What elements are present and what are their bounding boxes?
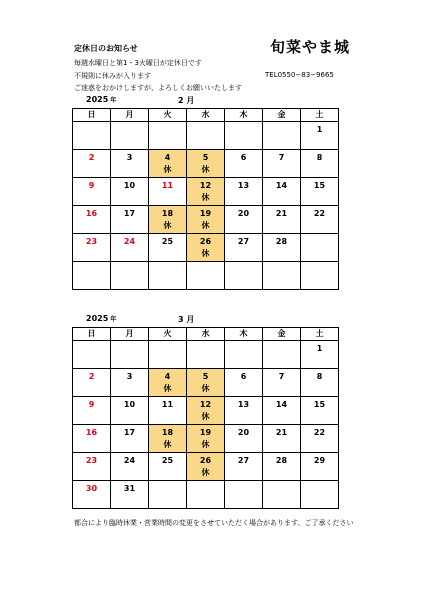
week-row bbox=[73, 178, 339, 206]
week-row bbox=[73, 234, 339, 262]
weekday-header: 金 bbox=[263, 109, 301, 122]
day-number: 4 bbox=[164, 372, 171, 381]
year-unit: 年 bbox=[110, 97, 117, 104]
week-row bbox=[73, 481, 339, 509]
day-cell bbox=[149, 369, 187, 397]
day-cell bbox=[73, 150, 111, 178]
day-number: 22 bbox=[313, 209, 326, 218]
weekday-header: 水 bbox=[187, 328, 225, 341]
day-number: 20 bbox=[237, 209, 250, 218]
year-value: 2025 bbox=[86, 314, 109, 323]
day-cell bbox=[225, 453, 263, 481]
closed-day-mark: 休 bbox=[201, 412, 210, 421]
day-number: 14 bbox=[275, 400, 288, 409]
weekday-header: 火 bbox=[149, 109, 187, 122]
day-number: 12 bbox=[199, 181, 212, 190]
empty-day-cell bbox=[301, 481, 339, 509]
day-cell bbox=[263, 369, 301, 397]
day-cell bbox=[301, 341, 339, 369]
week-row bbox=[73, 262, 339, 290]
day-cell bbox=[149, 397, 187, 425]
day-number: 15 bbox=[313, 400, 326, 409]
day-number: 14 bbox=[275, 181, 288, 190]
closed-day-mark: 休 bbox=[163, 165, 172, 174]
day-number: 9 bbox=[88, 181, 95, 190]
day-number: 12 bbox=[199, 400, 212, 409]
day-cell bbox=[73, 206, 111, 234]
week-row bbox=[73, 122, 339, 150]
empty-day-cell bbox=[111, 262, 149, 290]
empty-day-cell bbox=[111, 341, 149, 369]
day-number: 2 bbox=[88, 372, 95, 381]
day-number: 1 bbox=[316, 344, 323, 353]
day-number: 28 bbox=[275, 456, 288, 465]
shop-logo-text: 旬菜やま城 bbox=[270, 38, 351, 56]
weekday-header: 水 bbox=[187, 109, 225, 122]
day-number: 6 bbox=[240, 153, 247, 162]
weekday-header: 日 bbox=[73, 109, 111, 122]
day-number: 21 bbox=[275, 209, 288, 218]
day-number: 17 bbox=[123, 209, 136, 218]
closed-day-mark: 休 bbox=[201, 384, 210, 393]
empty-day-cell bbox=[149, 481, 187, 509]
day-cell bbox=[187, 369, 225, 397]
empty-day-cell bbox=[263, 341, 301, 369]
day-number: 5 bbox=[202, 153, 209, 162]
day-number: 19 bbox=[199, 428, 212, 437]
day-cell bbox=[301, 397, 339, 425]
weekday-header: 日 bbox=[73, 328, 111, 341]
day-number: 31 bbox=[123, 484, 136, 493]
empty-day-cell bbox=[225, 262, 263, 290]
notice-line-3: ご迷惑をおかけしますが、よろしくお願いいたします bbox=[74, 84, 242, 92]
empty-day-cell bbox=[73, 122, 111, 150]
day-cell bbox=[301, 453, 339, 481]
day-cell bbox=[263, 234, 301, 262]
day-cell bbox=[225, 178, 263, 206]
day-cell bbox=[111, 206, 149, 234]
day-cell bbox=[187, 178, 225, 206]
day-cell bbox=[301, 122, 339, 150]
day-number: 24 bbox=[123, 456, 136, 465]
day-number: 15 bbox=[313, 181, 326, 190]
day-number: 16 bbox=[85, 209, 98, 218]
day-number: 18 bbox=[161, 209, 174, 218]
day-cell bbox=[301, 369, 339, 397]
empty-day-cell bbox=[225, 122, 263, 150]
month-label-feb: 2 月 bbox=[178, 96, 195, 105]
notice-title: 定休日のお知らせ bbox=[74, 44, 138, 53]
day-number: 1 bbox=[316, 125, 323, 134]
day-cell bbox=[111, 481, 149, 509]
day-cell bbox=[225, 369, 263, 397]
day-cell bbox=[111, 369, 149, 397]
year-unit: 年 bbox=[110, 316, 117, 323]
day-cell bbox=[263, 178, 301, 206]
weekday-header: 火 bbox=[149, 328, 187, 341]
empty-day-cell bbox=[149, 341, 187, 369]
day-cell bbox=[225, 206, 263, 234]
day-cell bbox=[301, 206, 339, 234]
day-cell bbox=[225, 397, 263, 425]
day-number: 25 bbox=[161, 237, 174, 246]
empty-day-cell bbox=[187, 262, 225, 290]
day-cell bbox=[149, 425, 187, 453]
day-number: 5 bbox=[202, 372, 209, 381]
weekday-header-row bbox=[73, 109, 339, 122]
day-number: 7 bbox=[278, 153, 285, 162]
day-cell bbox=[225, 150, 263, 178]
closed-day-mark: 休 bbox=[201, 249, 210, 258]
day-number: 26 bbox=[199, 237, 212, 246]
calendar-february bbox=[72, 108, 339, 290]
day-cell bbox=[263, 453, 301, 481]
day-number: 17 bbox=[123, 428, 136, 437]
day-cell bbox=[73, 369, 111, 397]
day-cell bbox=[111, 397, 149, 425]
year-value: 2025 bbox=[86, 95, 109, 104]
week-row bbox=[73, 425, 339, 453]
weekday-header: 月 bbox=[111, 328, 149, 341]
empty-day-cell bbox=[263, 122, 301, 150]
phone-number: TEL0550−83−9665 bbox=[265, 71, 334, 79]
empty-day-cell bbox=[111, 122, 149, 150]
day-number: 25 bbox=[161, 456, 174, 465]
calendar-march bbox=[72, 327, 339, 509]
notice-line-1: 毎週水曜日と第1・3火曜日が定休日です bbox=[74, 59, 202, 67]
day-number: 21 bbox=[275, 428, 288, 437]
day-cell bbox=[301, 178, 339, 206]
empty-day-cell bbox=[301, 234, 339, 262]
day-cell bbox=[149, 234, 187, 262]
day-cell bbox=[73, 481, 111, 509]
week-row bbox=[73, 397, 339, 425]
weekday-header: 木 bbox=[225, 328, 263, 341]
week-row bbox=[73, 206, 339, 234]
weekday-header: 土 bbox=[301, 109, 339, 122]
day-number: 7 bbox=[278, 372, 285, 381]
day-cell bbox=[149, 150, 187, 178]
empty-day-cell bbox=[263, 481, 301, 509]
day-number: 8 bbox=[316, 372, 323, 381]
day-cell bbox=[111, 234, 149, 262]
empty-day-cell bbox=[187, 481, 225, 509]
day-cell bbox=[149, 178, 187, 206]
day-number: 26 bbox=[199, 456, 212, 465]
day-cell bbox=[73, 234, 111, 262]
day-number: 2 bbox=[88, 153, 95, 162]
day-number: 27 bbox=[237, 456, 250, 465]
empty-day-cell bbox=[149, 262, 187, 290]
day-number: 19 bbox=[199, 209, 212, 218]
month-heading-feb bbox=[86, 95, 116, 104]
closed-day-mark: 休 bbox=[201, 468, 210, 477]
empty-day-cell bbox=[263, 262, 301, 290]
empty-day-cell bbox=[225, 481, 263, 509]
day-number: 30 bbox=[85, 484, 98, 493]
day-number: 29 bbox=[313, 456, 326, 465]
day-cell bbox=[225, 425, 263, 453]
day-cell bbox=[301, 425, 339, 453]
day-cell bbox=[149, 206, 187, 234]
empty-day-cell bbox=[149, 122, 187, 150]
day-number: 10 bbox=[123, 181, 136, 190]
weekday-header: 木 bbox=[225, 109, 263, 122]
day-number: 13 bbox=[237, 400, 250, 409]
day-cell bbox=[263, 206, 301, 234]
day-number: 10 bbox=[123, 400, 136, 409]
day-number: 23 bbox=[85, 237, 98, 246]
day-number: 28 bbox=[275, 237, 288, 246]
empty-day-cell bbox=[73, 262, 111, 290]
day-cell bbox=[187, 425, 225, 453]
day-cell bbox=[111, 150, 149, 178]
empty-day-cell bbox=[187, 122, 225, 150]
week-row bbox=[73, 453, 339, 481]
day-number: 18 bbox=[161, 428, 174, 437]
day-cell bbox=[187, 453, 225, 481]
day-number: 20 bbox=[237, 428, 250, 437]
day-number: 22 bbox=[313, 428, 326, 437]
day-number: 3 bbox=[126, 153, 133, 162]
weekday-header: 月 bbox=[111, 109, 149, 122]
empty-day-cell bbox=[301, 262, 339, 290]
empty-day-cell bbox=[73, 341, 111, 369]
day-cell bbox=[111, 178, 149, 206]
empty-day-cell bbox=[187, 341, 225, 369]
month-heading-mar bbox=[86, 314, 116, 323]
closed-day-mark: 休 bbox=[163, 384, 172, 393]
footer-notice: 都合により臨時休業・営業時間の変更をさせていただく場合があります、ご了承ください bbox=[74, 519, 354, 527]
weekday-header: 土 bbox=[301, 328, 339, 341]
day-cell bbox=[73, 453, 111, 481]
day-cell bbox=[187, 397, 225, 425]
day-cell bbox=[73, 397, 111, 425]
week-row bbox=[73, 369, 339, 397]
weekday-header-row bbox=[73, 328, 339, 341]
day-number: 9 bbox=[88, 400, 95, 409]
weekday-header: 金 bbox=[263, 328, 301, 341]
day-cell bbox=[263, 397, 301, 425]
day-number: 24 bbox=[123, 237, 136, 246]
day-cell bbox=[73, 178, 111, 206]
closed-day-mark: 休 bbox=[163, 221, 172, 230]
day-cell bbox=[301, 150, 339, 178]
day-cell bbox=[225, 234, 263, 262]
closed-day-mark: 休 bbox=[163, 440, 172, 449]
closed-day-mark: 休 bbox=[201, 193, 210, 202]
day-number: 4 bbox=[164, 153, 171, 162]
day-number: 6 bbox=[240, 372, 247, 381]
closed-day-mark: 休 bbox=[201, 440, 210, 449]
week-row bbox=[73, 341, 339, 369]
day-number: 27 bbox=[237, 237, 250, 246]
week-row bbox=[73, 150, 339, 178]
day-cell bbox=[263, 150, 301, 178]
notice-line-2: 不規則に休みが入ります bbox=[74, 72, 151, 80]
day-cell bbox=[187, 150, 225, 178]
day-cell bbox=[187, 206, 225, 234]
day-number: 23 bbox=[85, 456, 98, 465]
day-cell bbox=[111, 453, 149, 481]
day-cell bbox=[187, 234, 225, 262]
month-label-mar: 3 月 bbox=[178, 315, 195, 324]
day-number: 11 bbox=[161, 400, 174, 409]
day-cell bbox=[263, 425, 301, 453]
day-number: 8 bbox=[316, 153, 323, 162]
day-number: 3 bbox=[126, 372, 133, 381]
day-cell bbox=[73, 425, 111, 453]
empty-day-cell bbox=[225, 341, 263, 369]
closed-day-mark: 休 bbox=[201, 165, 210, 174]
day-number: 13 bbox=[237, 181, 250, 190]
day-cell bbox=[149, 453, 187, 481]
day-number: 11 bbox=[161, 181, 174, 190]
day-cell bbox=[111, 425, 149, 453]
day-number: 16 bbox=[85, 428, 98, 437]
closed-day-mark: 休 bbox=[201, 221, 210, 230]
